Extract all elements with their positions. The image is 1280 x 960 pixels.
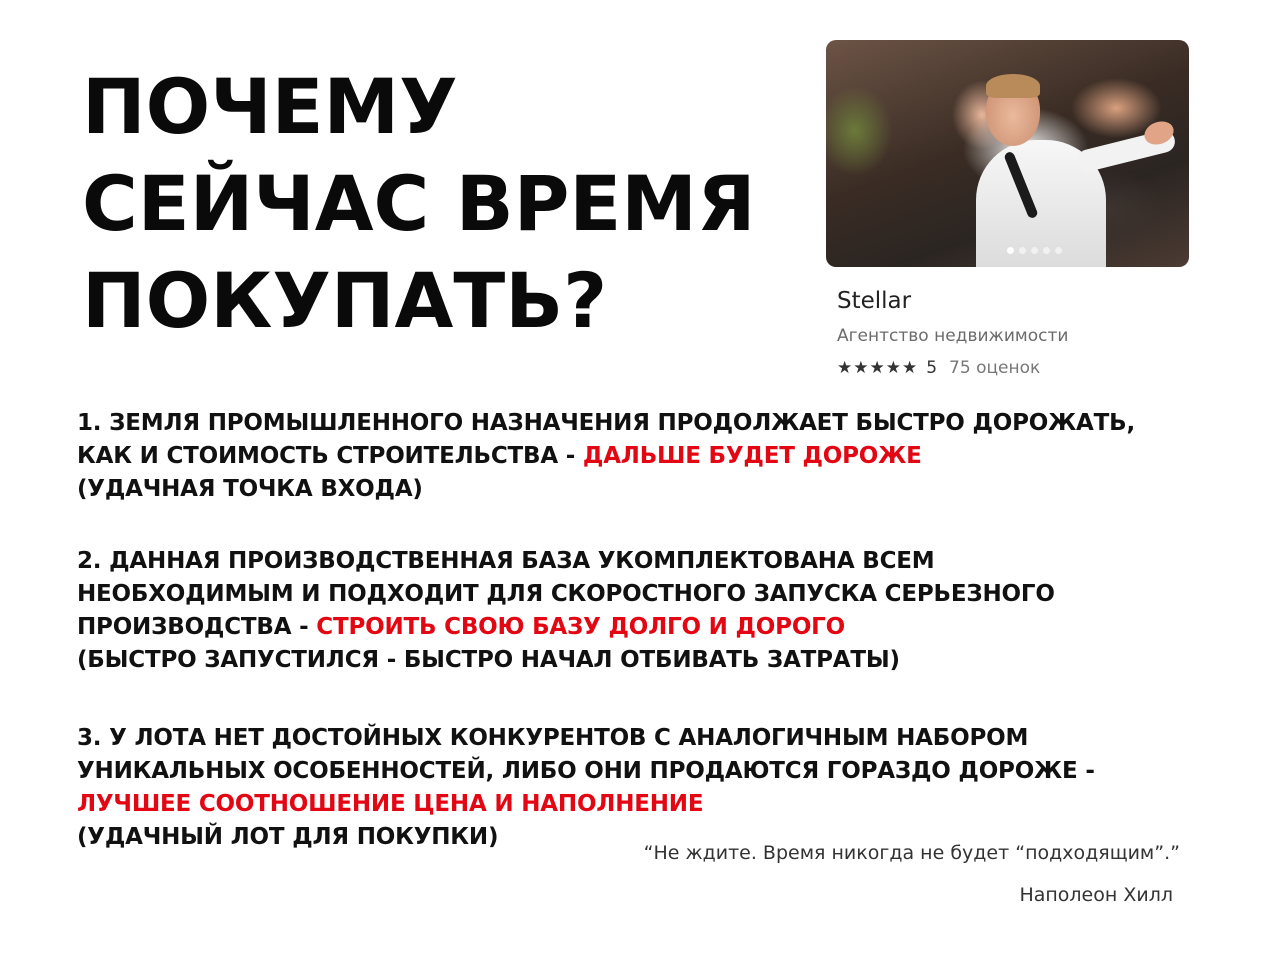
reason-3-line-2: УНИКАЛЬНЫХ ОСОБЕННОСТЕЙ, ЛИБО ОНИ ПРОДАЮТСЯ ГОРАЗДО ДОРОЖЕ - — [77, 758, 1095, 784]
photo-speaker-hair — [986, 74, 1040, 98]
reason-1-text: КАК И СТОИМОСТЬ СТРОИТЕЛЬСТВА - — [77, 443, 583, 469]
reason-3-line-1: 3. У ЛОТА НЕТ ДОСТОЙНЫХ КОНКУРЕНТОВ С АНАЛОГИЧНЫМ НАБОРОМ — [77, 725, 1029, 751]
agency-name[interactable]: Stellar — [837, 288, 912, 314]
reason-3-highlight: ЛУЧШЕЕ СООТНОШЕНИЕ ЦЕНА И НАПОЛНЕНИЕ — [77, 791, 704, 817]
agency-type: Агентство недвижимости — [837, 326, 1069, 346]
reason-3-line-4: (УДАЧНЫЙ ЛОТ ДЛЯ ПОКУПКИ) — [77, 824, 499, 850]
agency-card[interactable] — [826, 40, 1190, 378]
title-line-1: ПОЧЕМУ — [82, 62, 458, 151]
page-title — [82, 58, 756, 349]
agency-photo-carousel[interactable] — [826, 40, 1189, 267]
carousel-dot[interactable] — [1031, 247, 1038, 254]
carousel-dot[interactable] — [1055, 247, 1062, 254]
reason-2 — [77, 545, 1197, 677]
reason-2-highlight: СТРОИТЬ СВОЮ БАЗУ ДОЛГО И ДОРОГО — [316, 614, 845, 640]
reason-2-line-3 — [77, 611, 1197, 644]
reason-2-text: ПРОИЗВОДСТВА - — [77, 614, 317, 640]
carousel-dot[interactable] — [1007, 247, 1014, 254]
reason-1-highlight: ДАЛЬШЕ БУДЕТ ДОРОЖЕ — [582, 443, 922, 469]
reason-2-line-1: 2. ДАННАЯ ПРОИЗВОДСТВЕННАЯ БАЗА УКОМПЛЕКТОВАНА ВСЕМ — [77, 548, 935, 574]
carousel-dots — [1007, 247, 1062, 254]
reviews-count[interactable]: 75 оценок — [949, 358, 1041, 378]
reason-1 — [77, 407, 1197, 506]
title-line-2: СЕЙЧАС ВРЕМЯ — [82, 159, 756, 248]
reason-1-line-2 — [77, 440, 1197, 473]
title-line-3: ПОКУПАТЬ? — [82, 256, 608, 345]
carousel-dot[interactable] — [1019, 247, 1026, 254]
quote-author: Наполеон Хилл — [1019, 884, 1173, 906]
star-rating-icon: ★★★★★ — [837, 358, 919, 378]
agency-rating[interactable] — [837, 358, 1040, 378]
reason-3 — [77, 722, 1197, 854]
carousel-dot[interactable] — [1043, 247, 1050, 254]
reason-1-line-3: (УДАЧНАЯ ТОЧКА ВХОДА) — [77, 476, 423, 502]
reason-2-line-2: НЕОБХОДИМЫМ И ПОДХОДИТ ДЛЯ СКОРОСТНОГО ЗАПУСКА СЕРЬЕЗНОГО — [77, 581, 1055, 607]
reason-1-line-1: 1. ЗЕМЛЯ ПРОМЫШЛЕННОГО НАЗНАЧЕНИЯ ПРОДОЛЖАЕТ БЫСТРО ДОРОЖАТЬ, — [77, 410, 1135, 436]
quote-text: “Не ждите. Время никогда не будет “подходящим”.” — [643, 842, 1180, 864]
reason-2-line-4: (БЫСТРО ЗАПУСТИЛСЯ - БЫСТРО НАЧАЛ ОТБИВАТЬ ЗАТРАТЫ) — [77, 647, 900, 673]
rating-value: 5 — [926, 358, 938, 378]
